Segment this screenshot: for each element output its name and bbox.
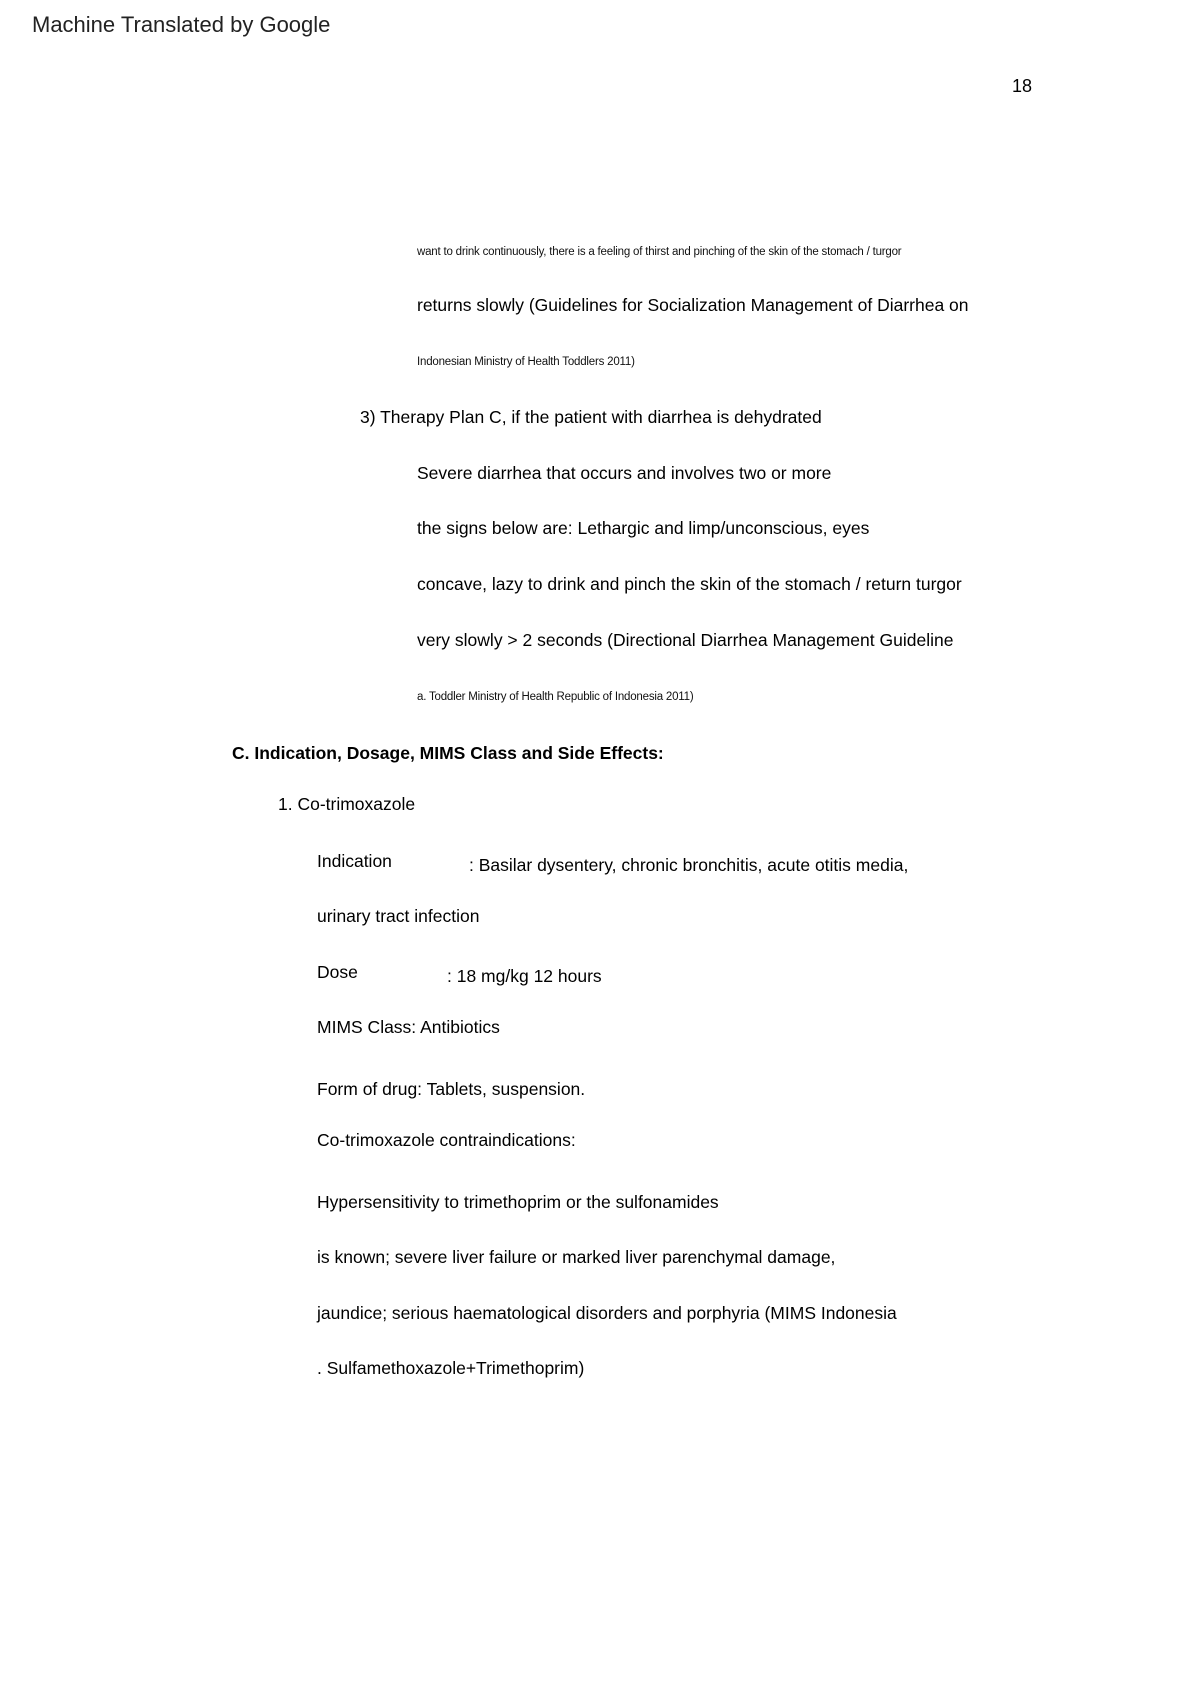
plan-c-line-1: Severe diarrhea that occurs and involves two or more — [417, 463, 832, 483]
dose-value: : 18 mg/kg 12 hours — [447, 966, 602, 986]
plan-c-heading: 3) Therapy Plan C, if the patient with diarrhea is dehydrated — [360, 407, 822, 427]
page-number: 18 — [1012, 76, 1033, 96]
drug-item-1: 1. Co-trimoxazole — [278, 794, 416, 814]
plan-c-line-2: the signs below are: Lethargic and limp/unconscious, eyes — [417, 518, 870, 538]
continuation-line-3: Indonesian Ministry of Health Toddlers 2011) — [417, 356, 635, 368]
dose-label: Dose — [317, 962, 358, 982]
contraindication-line-2: is known; severe liver failure or marked liver parenchymal damage, — [317, 1247, 836, 1267]
contraindication-line-4: . Sulfamethoxazole+Trimethoprim) — [317, 1358, 585, 1378]
mims-class: MIMS Class: Antibiotics — [317, 1017, 500, 1037]
contraindications-heading: Co-trimoxazole contraindications: — [317, 1130, 576, 1150]
continuation-line-2: returns slowly (Guidelines for Socialization Management of Diarrhea on — [417, 295, 969, 315]
continuation-line-1: want to drink continuously, there is a feeling of thirst and pinching of the skin of the stomach / turgor — [417, 246, 902, 258]
indication-continuation: urinary tract infection — [317, 906, 480, 926]
plan-c-line-4: very slowly > 2 seconds (Directional Diarrhea Management Guideline — [417, 630, 954, 650]
drug-form: Form of drug: Tablets, suspension. — [317, 1079, 586, 1099]
contraindication-line-3: jaundice; serious haematological disorders and porphyria (MIMS Indonesia — [317, 1303, 897, 1323]
indication-value: : Basilar dysentery, chronic bronchitis, acute otitis media, — [469, 855, 909, 875]
section-c-heading: C. Indication, Dosage, MIMS Class and Side Effects: — [232, 743, 664, 763]
machine-translation-banner: Machine Translated by Google — [32, 12, 331, 37]
plan-c-line-5: a. Toddler Ministry of Health Republic of Indonesia 2011) — [417, 691, 694, 703]
indication-label: Indication — [317, 851, 392, 871]
plan-c-line-3: concave, lazy to drink and pinch the skin of the stomach / return turgor — [417, 574, 962, 594]
contraindication-line-1: Hypersensitivity to trimethoprim or the sulfonamides — [317, 1192, 719, 1212]
